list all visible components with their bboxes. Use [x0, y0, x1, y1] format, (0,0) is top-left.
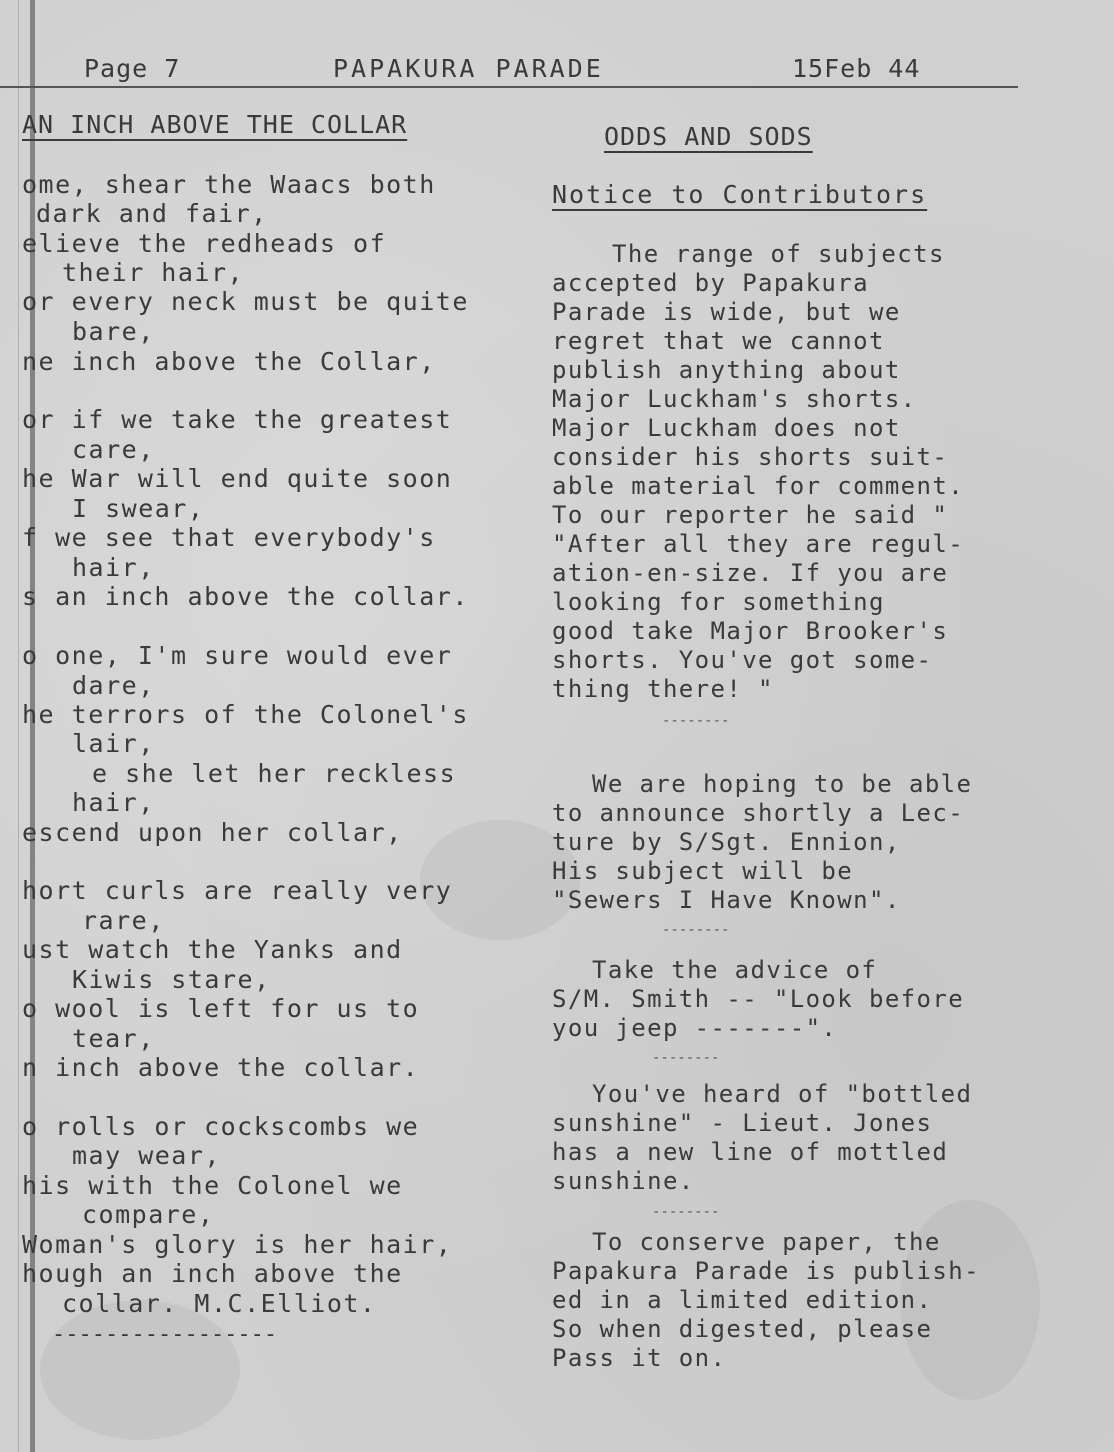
poem-line: f we see that everybody's [22, 523, 436, 552]
advice-line: you jeep -------". [552, 1014, 838, 1042]
poem-line: o wool is left for us to [22, 994, 420, 1023]
poem-line: I swear, [72, 494, 205, 523]
poem-line: care, [72, 435, 155, 464]
poem-line: hough an inch above the [22, 1259, 403, 1288]
advice-line: S/M. Smith -- "Look before [552, 985, 965, 1013]
poem-line: hort curls are really very [22, 876, 453, 905]
poem-line: he War will end quite soon [22, 464, 453, 493]
poem-line: their hair, [62, 258, 245, 287]
paper-notice-line: ed in a limited edition. [552, 1286, 933, 1314]
sunshine-line: sunshine. [552, 1167, 695, 1195]
sunshine-line: You've heard of "bottled [592, 1080, 973, 1108]
notice-line: regret that we cannot [552, 327, 885, 355]
poem-title: AN INCH ABOVE THE COLLAR [22, 110, 408, 139]
margin-rule-faint [18, 0, 19, 1452]
notice-line: looking for something [552, 588, 885, 616]
poem-line: ust watch the Yanks and [22, 935, 403, 964]
notice-line: "After all they are regul- [552, 530, 965, 558]
item-separator: -------- [652, 1050, 720, 1066]
poem-line: o one, I'm sure would ever [22, 641, 453, 670]
paper-notice-line: So when digested, please [552, 1315, 933, 1343]
paper-notice-line: Pass it on. [552, 1344, 727, 1372]
lecture-line: We are hoping to be able [592, 770, 973, 798]
issue-date: 15Feb 44 [792, 54, 921, 83]
header-rule [0, 86, 1018, 88]
item-separator: -------- [652, 1204, 720, 1220]
poem-line: tear, [72, 1024, 155, 1053]
notice-line: able material for comment. [552, 472, 965, 500]
section-title: ODDS AND SODS [604, 122, 813, 151]
poem-line: or every neck must be quite [22, 287, 469, 316]
poem-signature-line: collar. M.C.Elliot. [62, 1289, 377, 1318]
item-separator: -------- [662, 713, 730, 729]
lecture-line: to announce shortly a Lec- [552, 799, 965, 827]
poem-line: dark and fair, [36, 199, 268, 228]
poem-line: he terrors of the Colonel's [22, 700, 469, 729]
sunshine-line: has a new line of mottled [552, 1138, 949, 1166]
notice-line: good take Major Brooker's [552, 617, 949, 645]
poem-line: or if we take the greatest [22, 405, 453, 434]
sunshine-line: sunshine" - Lieut. Jones [552, 1109, 933, 1137]
poem-line: o rolls or cockscombs we [22, 1112, 420, 1141]
poem-line: n inch above the collar. [22, 1053, 420, 1082]
notice-line: Major Luckham's shorts. [552, 385, 917, 413]
poem-line: may wear, [72, 1141, 221, 1170]
odds-and-sods-column [552, 110, 1032, 1430]
poem-line: bare, [72, 317, 155, 346]
poem-line: ome, shear the Waacs both [22, 170, 436, 199]
poem-line: his with the Colonel we [22, 1171, 403, 1200]
notice-line: ation-en-size. If you are [552, 559, 949, 587]
notice-heading: Notice to Contributors [552, 180, 928, 209]
poem-end-rule: ----------------- [52, 1322, 278, 1347]
paper-notice-line: Papakura Parade is publish- [552, 1257, 980, 1285]
lecture-line: "Sewers I Have Known". [552, 886, 901, 914]
poem-line: Kiwis stare, [72, 965, 271, 994]
poem-line: hair, [72, 788, 155, 817]
poem-line: s an inch above the collar. [22, 582, 469, 611]
poem-column [22, 110, 512, 1430]
poem-line: rare, [82, 906, 165, 935]
poem-line: ne inch above the Collar, [22, 347, 436, 376]
advice-line: Take the advice of [592, 956, 878, 984]
poem-line: escend upon her collar, [22, 818, 403, 847]
notice-line: publish anything about [552, 356, 901, 384]
poem-line: elieve the redheads of [22, 229, 387, 258]
poem-line: e she let her reckless [92, 759, 457, 788]
lecture-line: His subject will be [552, 857, 854, 885]
notice-line: thing there! " [552, 675, 774, 703]
notice-line: The range of subjects [612, 240, 945, 268]
notice-line: shorts. You've got some- [552, 646, 933, 674]
paper-notice-line: To conserve paper, the [592, 1228, 941, 1256]
poem-line: compare, [82, 1200, 215, 1229]
poem-line: dare, [72, 671, 155, 700]
item-separator: -------- [662, 922, 730, 938]
notice-line: Parade is wide, but we [552, 298, 901, 326]
poem-line: lair, [72, 729, 155, 758]
notice-line: To our reporter he said " [552, 501, 949, 529]
poem-line: hair, [72, 553, 155, 582]
notice-line: consider his shorts suit- [552, 443, 949, 471]
lecture-line: ture by S/Sgt. Ennion, [552, 828, 901, 856]
notice-line: accepted by Papakura [552, 269, 869, 297]
page-number: Page 7 [84, 54, 181, 83]
poem-line: Woman's glory is her hair, [22, 1230, 453, 1259]
notice-line: Major Luckham does not [552, 414, 901, 442]
publication-title: PAPAKURA PARADE [333, 54, 604, 83]
